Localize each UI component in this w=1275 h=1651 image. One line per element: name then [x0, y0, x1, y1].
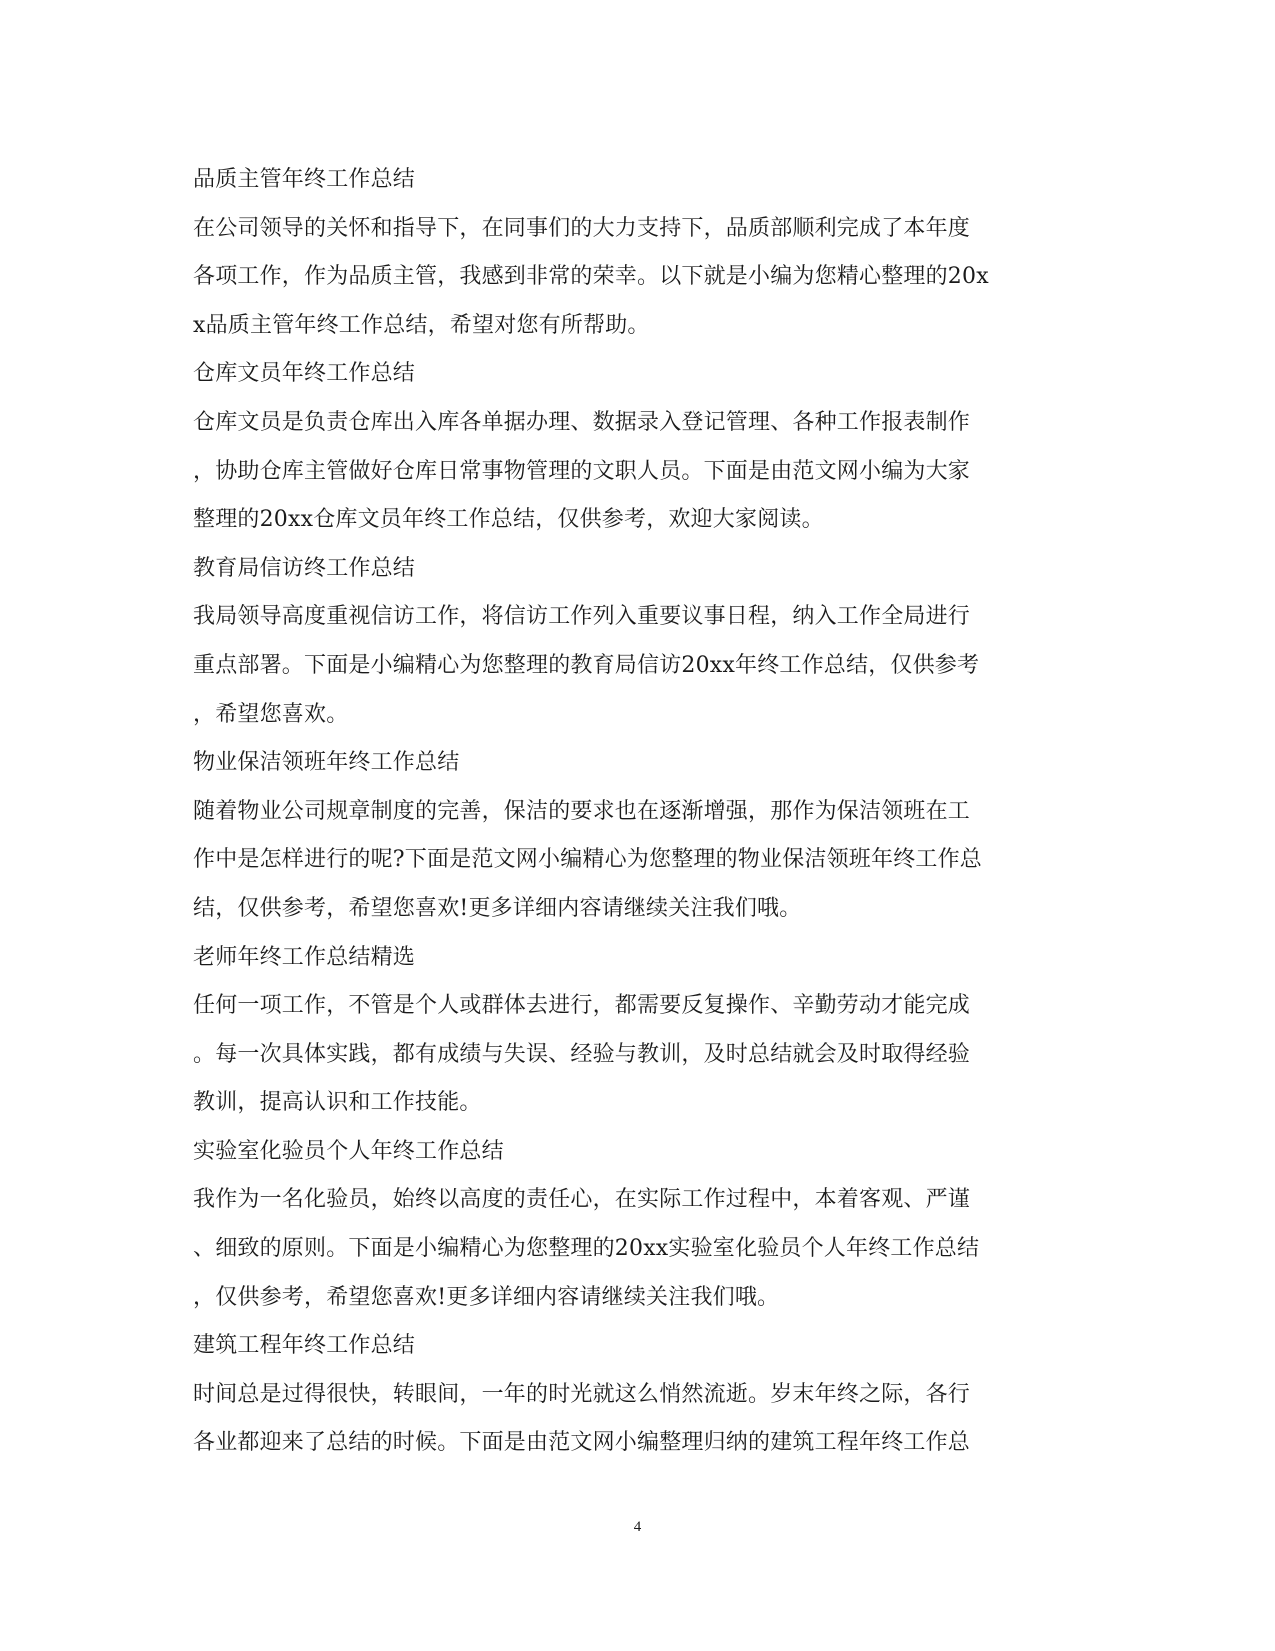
body-line: ，仅供参考，希望您喜欢!更多详细内容请继续关注我们哦。 [193, 1284, 780, 1310]
body-line: x品质主管年终工作总结，希望对您有所帮助。 [193, 312, 650, 338]
body-line: 时间总是过得很快，转眼间，一年的时光就这么悄然流逝。岁末年终之际，各行 [193, 1381, 971, 1407]
body-line: 重点部署。下面是小编精心为您整理的教育局信访20xx年终工作总结，仅供参考 [193, 652, 980, 678]
body-line: ，协助仓库主管做好仓库日常事物管理的文职人员。下面是由范文网小编为大家 [193, 458, 971, 484]
section-title: 仓库文员年终工作总结 [193, 361, 416, 387]
body-line: 、细致的原则。下面是小编精心为您整理的20xx实验室化验员个人年终工作总结 [193, 1236, 980, 1262]
body-line: 结，仅供参考，希望您喜欢!更多详细内容请继续关注我们哦。 [193, 895, 802, 921]
body-line: 各项工作，作为品质主管，我感到非常的荣幸。以下就是小编为您精心整理的20x [193, 264, 989, 290]
document-body [193, 156, 1083, 1468]
body-line: 教训，提高认识和工作技能。 [193, 1090, 482, 1116]
body-line: 在公司领导的关怀和指导下，在同事们的大力支持下，品质部顺利完成了本年度 [193, 215, 971, 241]
page-number: 4 [633, 1519, 642, 1535]
body-line: 各业都迎来了总结的时候。下面是由范文网小编整理归纳的建筑工程年终工作总 [193, 1430, 971, 1456]
section-title: 实验室化验员个人年终工作总结 [193, 1138, 504, 1164]
section-title: 物业保洁领班年终工作总结 [193, 750, 460, 776]
body-line: 整理的20xx仓库文员年终工作总结，仅供参考，欢迎大家阅读。 [193, 507, 824, 533]
body-line: 。每一次具体实践，都有成绩与失误、经验与教训，及时总结就会及时取得经验 [193, 1041, 971, 1067]
section-title: 老师年终工作总结精选 [193, 944, 416, 970]
section-title: 品质主管年终工作总结 [193, 167, 416, 192]
section-title: 教育局信访终工作总结 [193, 555, 416, 581]
body-line: 我作为一名化验员，始终以高度的责任心，在实际工作过程中，本着客观、严谨 [193, 1187, 971, 1213]
body-line: 任何一项工作，不管是个人或群体去进行，都需要反复操作、辛勤劳动才能完成 [193, 993, 971, 1019]
body-line: 作中是怎样进行的呢?下面是范文网小编精心为您整理的物业保洁领班年终工作总 [193, 847, 982, 873]
body-line: 随着物业公司规章制度的完善，保洁的要求也在逐渐增强，那作为保洁领班在工 [193, 798, 971, 824]
body-line: 我局领导高度重视信访工作，将信访工作列入重要议事日程，纳入工作全局进行 [193, 604, 971, 630]
section-title: 建筑工程年终工作总结 [193, 1333, 416, 1359]
body-line: ，希望您喜欢。 [193, 701, 349, 727]
body-line: 仓库文员是负责仓库出入库各单据办理、数据录入登记管理、各种工作报表制作 [193, 409, 971, 435]
